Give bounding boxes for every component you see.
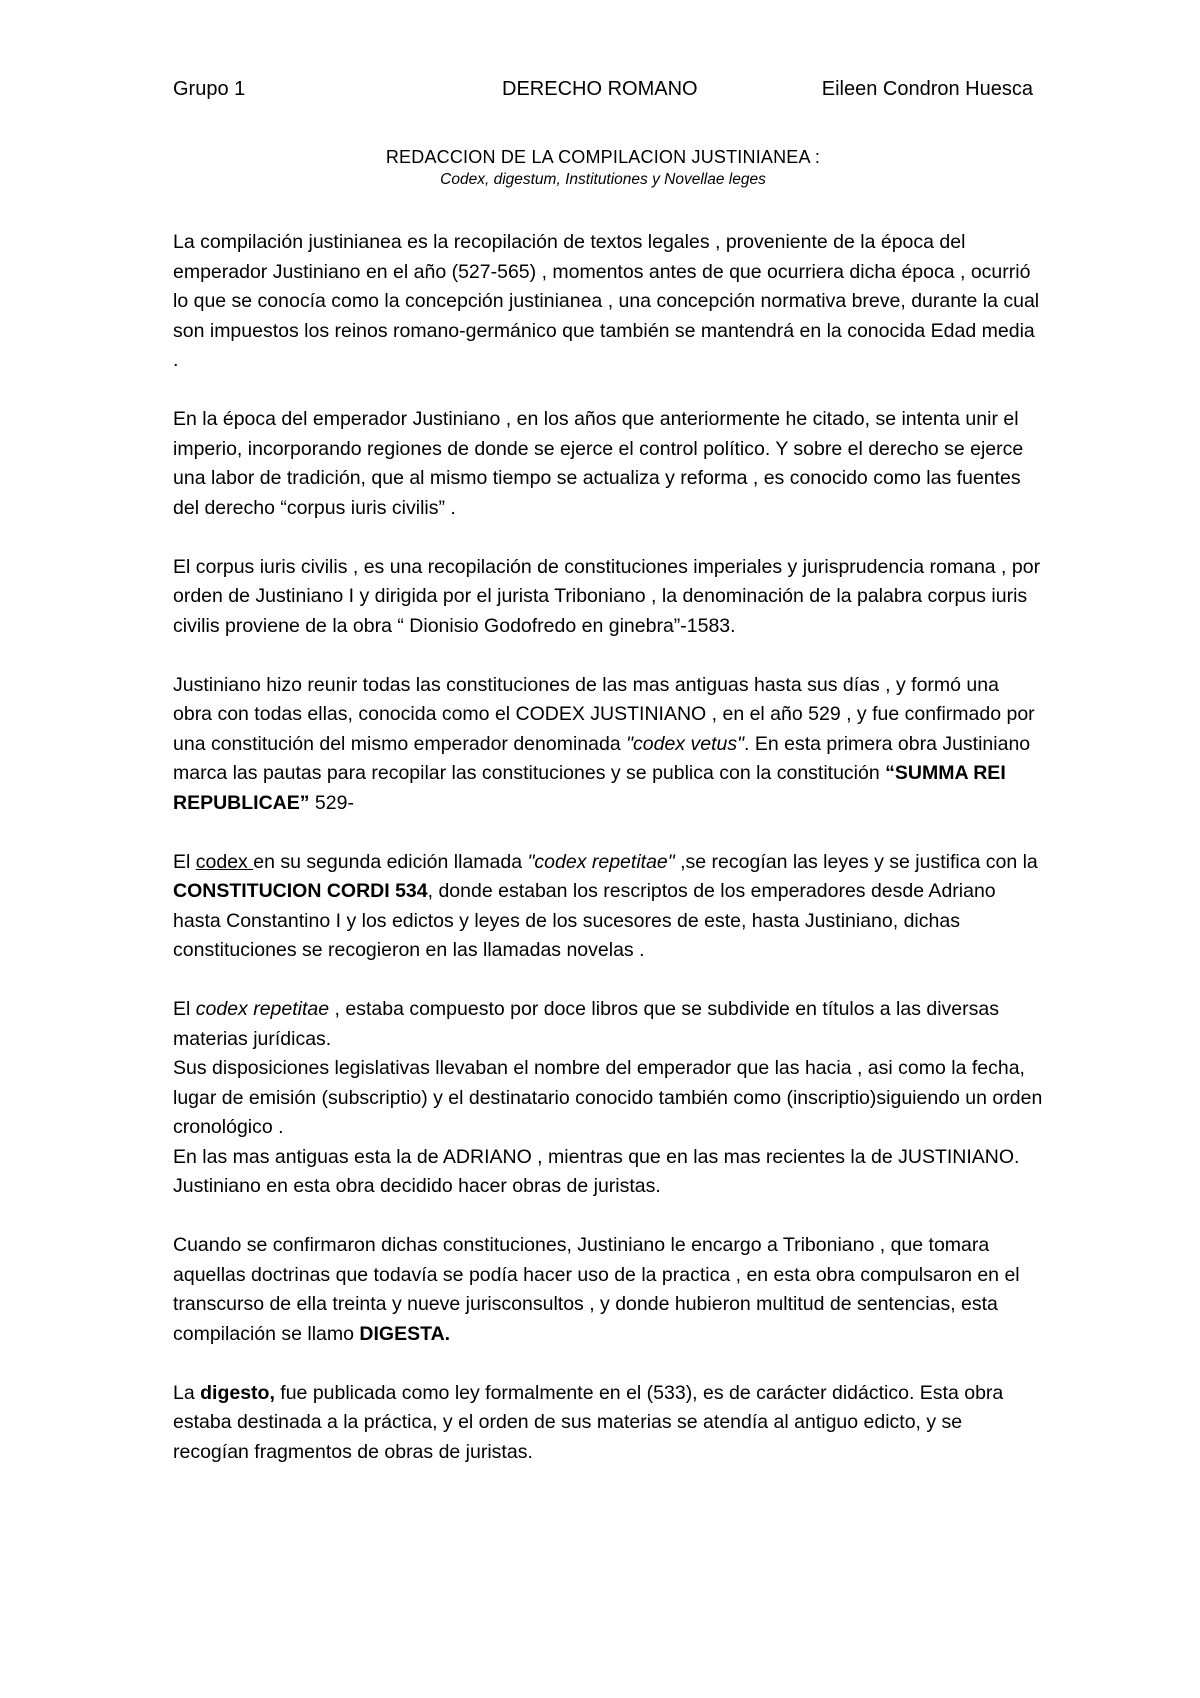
document-body — [173, 228, 1043, 1497]
codex-underlined-term: codex — [195, 850, 254, 873]
paragraph-6-text-a: El — [173, 998, 196, 1020]
paragraph-11-text-c: fue publicada como ley formalmente en el (533), es de carácter didáctico. Esta obra estaba destinada a la práctica, y el orden de sus materias se atendía al antiguo edicto, y se recogían fragmentos de obras de juristas. — [173, 1381, 1004, 1463]
header-subject: DERECHO ROMANO — [502, 78, 698, 100]
paragraph-6-text-c: , estaba compuesto por doce libros que se subdivide en títulos a las diversas materias jurídicas. — [173, 998, 999, 1050]
digesta-term: DIGESTA. — [359, 1322, 451, 1345]
summa-rei-republicae-term: “SUMMA REI REPUBLICAE” — [173, 762, 1006, 814]
document-subtitle: Codex, digestum, Institutiones y Novellae leges — [440, 171, 766, 188]
paragraph-5-text-a: El — [173, 850, 196, 873]
paragraph-10-text-a: Cuando se confirmaron dichas constituciones, Justiniano le encargo a Triboniano , que tomara aquellas doctrinas que todavía se podía hacer uso de la practica , en esta obra compulsaron en el transcurso de ella treinta y nueve jurisconsultos , y donde hubieron multitud de sentencias, esta compilación se llamo — [173, 1234, 1020, 1345]
paragraph-5-text-g: , donde estaban los rescriptos de los emperadores desde Adriano hasta Constantino I y los edictos y leyes de los sucesores de este, hasta Justiniano, dichas constituciones se recogieron en las llamadas novelas . — [173, 880, 996, 961]
paragraph-5-text-e: ,se recogían las leyes y se justifica con la — [674, 850, 1038, 873]
paragraph-4 — [173, 671, 1043, 819]
paragraph-2: En la época del emperador Justiniano , en los años que anteriormente he citado, se intenta unir el imperio, incorporando regiones de donde se ejerce el control político. Y sobre el derecho se ejerce una labor de tradición, que al mismo tiempo se actualiza y reforma , es conocido como las fuentes del derecho “corpus iuris civilis” . — [173, 408, 1024, 519]
paragraph-1: La compilación justinianea es la recopilación de textos legales , proveniente de la época del emperador Justiniano en el año (527-565) , momentos antes de que ocurriera dicha época , ocurrió lo que se conocía como la concepción justinianea , una concepción normativa breve, durante la cual son impuestos los reinos romano-germánico que también se mantendrá en la conocida Edad media . — [173, 231, 1040, 371]
paragraph-10 — [173, 1231, 1043, 1349]
codex-repetitae-term: "codex repetitae" — [527, 850, 675, 873]
paragraph-5-text-c: en su segunda edición llamada — [253, 850, 528, 873]
paragraph-4-text-a: Justiniano hizo reunir todas las constituciones de las mas antiguas hasta sus días , y formó una obra con todas ellas, conocida como el CODEX JUSTINIANO , en el año 529 , y fue confirmado por una constitución del mismo emperador denominada — [173, 673, 1035, 755]
paragraph-4-text-c: . En esta primera obra Justiniano marca las pautas para recopilar las constituciones y se publica con la constitución — [173, 732, 1031, 784]
header-group: Grupo 1 — [173, 78, 246, 100]
paragraph-6 — [173, 995, 1043, 1054]
title-block — [173, 145, 1033, 191]
paragraph-4-text-e: 529- — [309, 791, 354, 814]
paragraph-8: En las mas antiguas esta la de ADRIANO , mientras que en las mas recientes la de JUSTINIANO. — [173, 1145, 1020, 1168]
paragraph-11 — [173, 1379, 1043, 1468]
paragraph-9: Justiniano en esta obra decidido hacer obras de juristas. — [173, 1175, 661, 1197]
paragraph-7: Sus disposiciones legislativas llevaban el nombre del emperador que las hacia , asi como la fecha, lugar de emisión (subscriptio) y el destinatario conocido también como (inscriptio)siguiendo un orden cronológico . — [173, 1057, 1043, 1138]
codex-vetus-term: "codex vetus" — [626, 732, 744, 755]
document-title: REDACCION DE LA COMPILACION JUSTINIANEA : — [385, 147, 821, 167]
digesto-term: digesto, — [200, 1381, 275, 1404]
constitucion-cordi-term: CONSTITUCION CORDI 534 — [173, 880, 428, 902]
page-header — [173, 74, 1033, 104]
paragraph-11-text-a: La — [173, 1381, 201, 1404]
header-author: Eileen Condron Huesca — [821, 78, 1033, 100]
paragraph-5 — [173, 848, 1043, 966]
paragraph-3: El corpus iuris civilis , es una recopilación de constituciones imperiales y jurisprudencia romana , por orden de Justiniano I y dirigida por el jurista Triboniano , la denominación de la palabra corpus iuris civilis proviene de la obra “ Dionisio Godofredo en ginebra”-1583. — [173, 555, 1041, 637]
codex-repetitae-italic-term: codex repetitae — [195, 998, 330, 1020]
